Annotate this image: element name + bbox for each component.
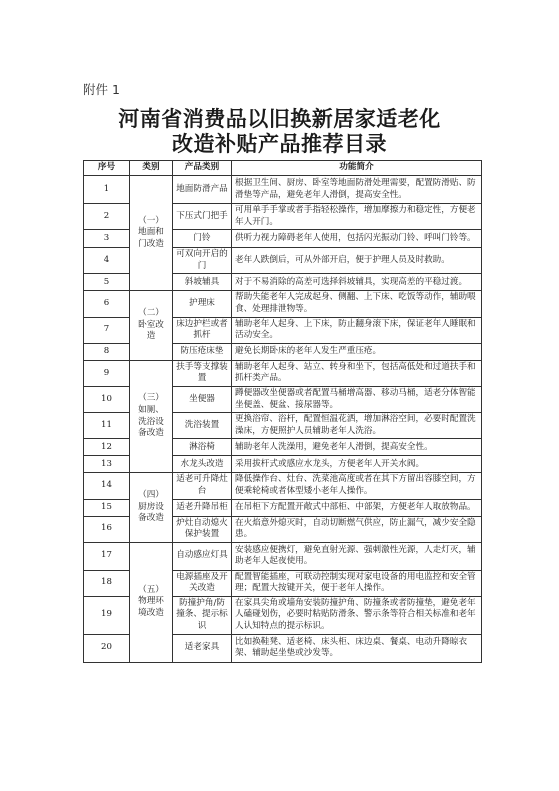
row-number: 5 [84,274,130,291]
product-category: 淋浴椅 [173,439,232,456]
product-category: 坐便器 [173,386,232,412]
row-number: 2 [84,204,130,230]
product-category: 下压式门把手 [173,204,232,230]
function-description: 配置智能插座，可联动控制实现对家电设备的用电监控和安全管理；配置大按键开关，便于老年人操作。 [232,570,482,596]
product-category: 护理床 [173,291,232,317]
row-number: 11 [84,413,130,439]
function-description: 更换浴帘、浴杆，配置恒温花洒，增加淋浴空间，必要时配置洗澡床，方便照护人员辅助老年人洗浴。 [232,413,482,439]
function-description: 对于不易消除的高差可选择斜坡辅具，实现高差的平稳过渡。 [232,274,482,291]
row-number: 15 [84,499,130,516]
row-number: 19 [84,596,130,634]
function-description: 可用单手手掌或者手指轻松操作，增加摩擦力和稳定性，方便老年人开门。 [232,204,482,230]
function-description: 帮助失能老年人完成起身、侧翻、上下床、吃饭等动作，辅助喂食、处理排泄物等。 [232,291,482,317]
product-category: 适老升降吊柜 [173,499,232,516]
attachment-label: 附件 1 [83,82,120,97]
product-category: 炉灶自动熄火保护装置 [173,516,232,542]
row-number: 4 [84,248,130,274]
function-description: 采用拔杆式或感应水龙头，方便老年人开关水阀。 [232,456,482,473]
row-number: 9 [84,360,130,386]
document-title-line2: 改造补贴产品推荐目录 [172,131,387,156]
function-description: 在吊柜下方配置开敞式中部柜、中部架，方便老年人取放物品。 [232,499,482,516]
function-description: 降低操作台、灶台、洗菜池高度或者在其下方留出容膝空间，方便乘轮椅或者体型矮小老年人操作。 [232,473,482,499]
header-no: 序号 [84,161,130,176]
function-description: 供听力视力障碍老年人使用，包括闪光振动门铃、呼叫门铃等。 [232,230,482,248]
product-category: 斜坡辅具 [173,274,232,291]
header-category: 类别 [130,161,173,176]
table-header-row [84,161,482,176]
table-row [84,473,482,499]
product-category: 可双向开启的门 [173,248,232,274]
function-description: 避免长期卧床的老年人发生严重压疮。 [232,343,482,360]
product-category: 防压疮床垫 [173,343,232,360]
row-number: 3 [84,230,130,248]
category-cell: （四） 厨房设 备改造 [130,473,173,542]
row-number: 20 [84,634,130,662]
row-number: 12 [84,439,130,456]
function-description: 辅助老年人起身、上下床，防止翻身滚下床，保证老年人睡眠和活动安全。 [232,317,482,343]
row-number: 17 [84,542,130,570]
row-number: 18 [84,570,130,596]
category-cell: （一） 地面和 门改造 [130,176,173,291]
product-category: 地面防滑产品 [173,176,232,204]
category-cell: （二） 卧室改 造 [130,291,173,360]
product-category: 自动感应灯具 [173,542,232,570]
function-description: 老年人跌倒后，可从外部开启，便于护理人员及时救助。 [232,248,482,274]
product-catalog-table [83,160,482,663]
function-description: 辅助老年人起身、站立、转身和坐下，包括高低处和过道扶手和抓杆类产品。 [232,360,482,386]
function-description: 在家具尖角或墙角安装防撞护角、防撞条或者防撞垫，避免老年人磕碰划伤，必要时粘贴防滑条、警示条等符合相关标准和老年人认知特点的提示标识。 [232,596,482,634]
table-row [84,542,482,570]
row-number: 14 [84,473,130,499]
product-category: 电源插座及开关改造 [173,570,232,596]
product-category: 扶手等支撑装置 [173,360,232,386]
row-number: 10 [84,386,130,412]
header-product: 产品类别 [173,161,232,176]
product-category: 防撞护角/防撞条、提示标识 [173,596,232,634]
function-description: 在火焰意外熄灭时，自动切断燃气供应，防止漏气，减少安全隐患。 [232,516,482,542]
product-category: 门铃 [173,230,232,248]
row-number: 7 [84,317,130,343]
table-row [84,360,482,386]
row-number: 6 [84,291,130,317]
row-number: 16 [84,516,130,542]
row-number: 13 [84,456,130,473]
function-description: 比如换鞋凳、适老椅、床头柜、床边桌、餐桌、电动升降晾衣架、辅助起坐垫或沙发等。 [232,634,482,662]
function-description: 根据卫生间、厨房、卧室等地面防滑处理需要，配置防滑贴、防滑垫等产品，避免老年人滑倒，提高安全性。 [232,176,482,204]
table-body [84,176,482,663]
function-description: 辅助老年人洗澡用，避免老年人滑倒，提高安全性。 [232,439,482,456]
row-number: 1 [84,176,130,204]
function-description: 安装感应便携灯，避免直射光源、强刺激性光源，人走灯灭，辅助老年人起夜使用。 [232,542,482,570]
function-description: 蹲便器改坐便器或者配置马桶增高器、移动马桶，适老分体智能坐便盖、便盆、接尿器等。 [232,386,482,412]
product-category: 洗浴装置 [173,413,232,439]
table-row [84,176,482,204]
category-cell: （三） 如厕、 洗浴设 备改造 [130,360,173,473]
header-function: 功能简介 [232,161,482,176]
product-category: 适老可升降灶台 [173,473,232,499]
document-title-line1: 河南省消费品以旧换新居家适老化 [118,106,441,131]
product-category: 床边护栏或者抓杆 [173,317,232,343]
product-category: 水龙头改造 [173,456,232,473]
product-category: 适老家具 [173,634,232,662]
row-number: 8 [84,343,130,360]
table-row [84,291,482,317]
category-cell: （五） 物理环 境改造 [130,542,173,662]
